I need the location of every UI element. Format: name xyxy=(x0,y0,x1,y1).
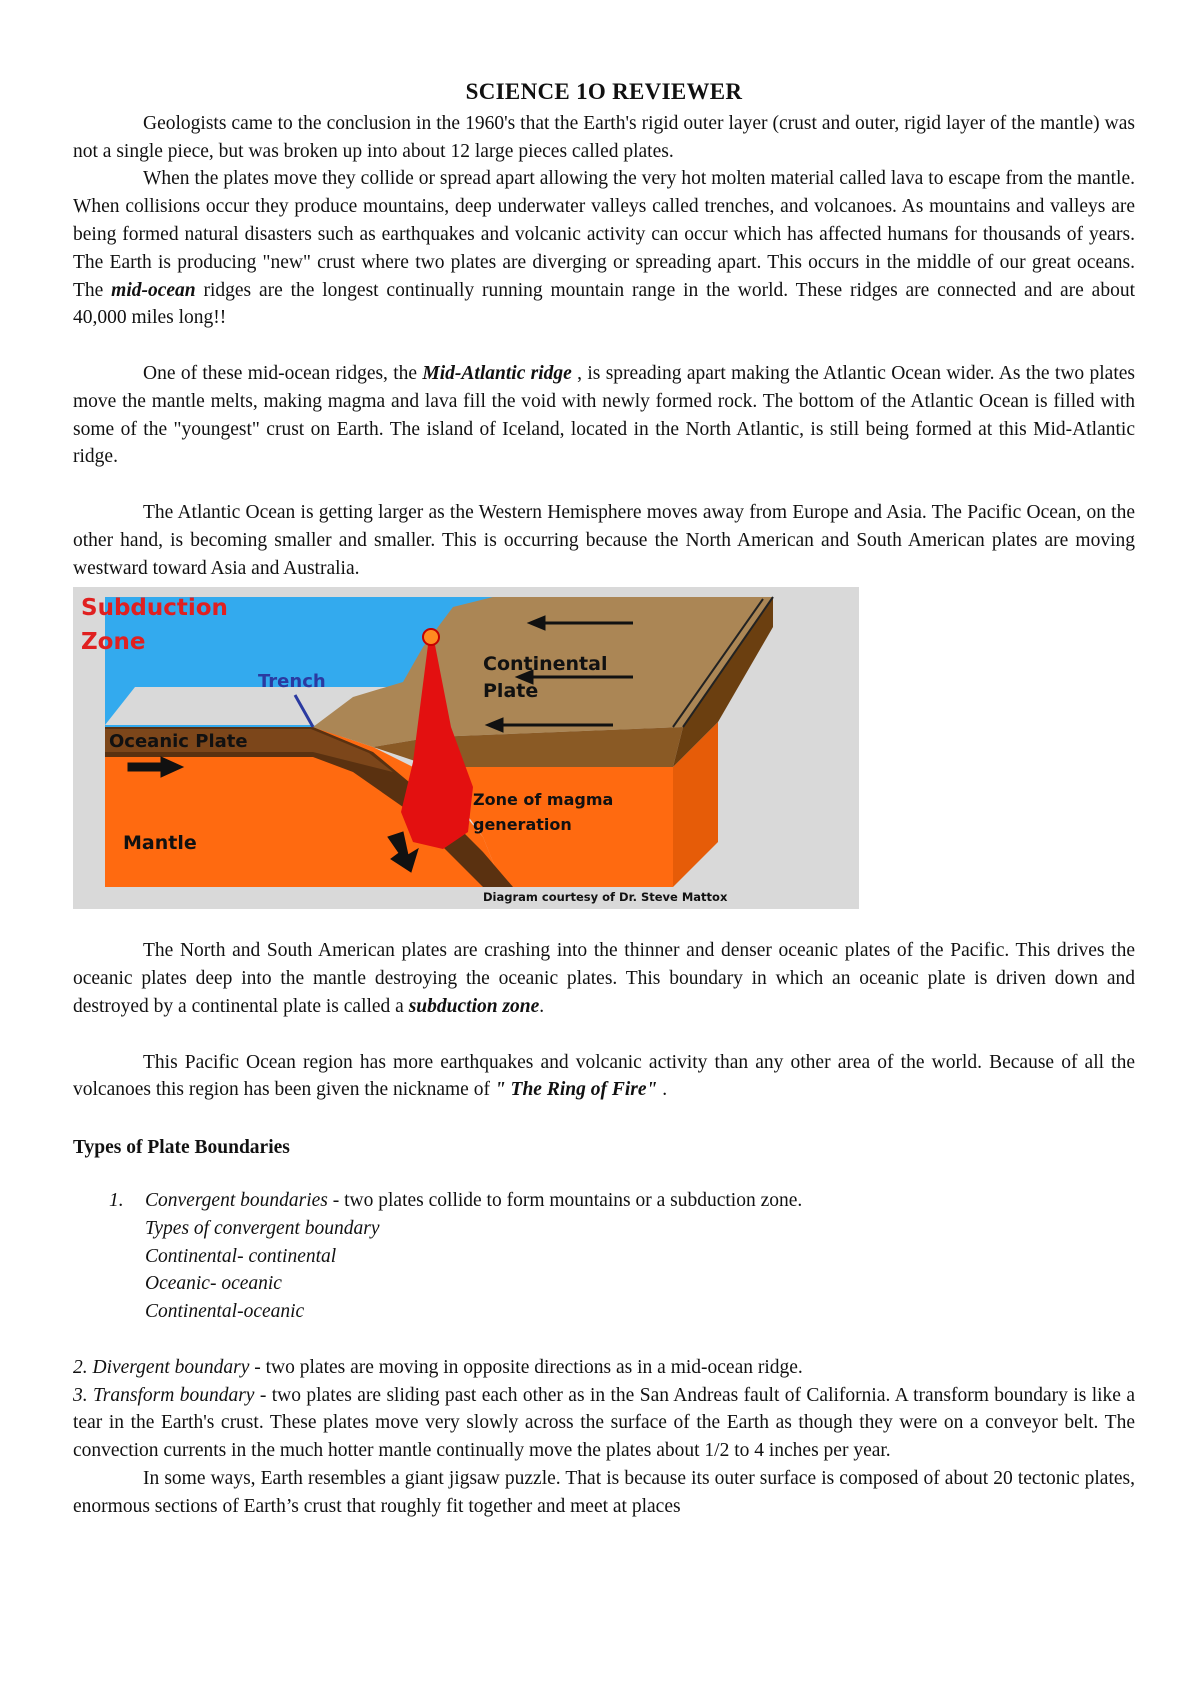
label-trench: Trench xyxy=(258,671,326,693)
diagram-credit: Diagram courtesy of Dr. Steve Mattox xyxy=(483,890,728,905)
paragraph-ring-of-fire xyxy=(73,1049,1135,1105)
term-mid-ocean: mid-ocean xyxy=(111,279,196,301)
term-transform: 3. Transform boundary xyxy=(73,1384,255,1406)
list-item-divergent xyxy=(73,1354,1135,1382)
label-magma-zone-line1: Zone of magma xyxy=(473,790,614,810)
volcano-eruption xyxy=(423,629,439,645)
label-oceanic-plate: Oceanic Plate xyxy=(109,731,248,753)
term-convergent: Convergent boundaries xyxy=(145,1189,328,1211)
paragraph-text: This Pacific Ocean region has more earthquakes and volcanic activity than any other area of the world. Because of all the volcanoes this region has been given the nickname of xyxy=(73,1051,1135,1101)
label-mantle: Mantle xyxy=(123,832,197,855)
paragraph-jigsaw-puzzle: In some ways, Earth resembles a giant jigsaw puzzle. That is because its outer surface is composed of about 20 tectonic plates, enormous sections of Earth’s crust that roughly fit together and meet at places xyxy=(73,1467,1135,1517)
diagram-title-line1: Subduction xyxy=(81,595,228,622)
convergent-type-item: Oceanic- oceanic xyxy=(145,1273,282,1295)
term-subduction-zone: subduction zone xyxy=(408,995,540,1017)
paragraph-text: When the plates move they collide or spread apart allowing the very hot molten material called lava to escape from the mantle. When collisions occur they produce mountains, deep underwater valleys called trenches, and volcanoes. As mountains and valleys are being formed natural disasters such as earthquakes and volcanic activity can occur which has affected humans for thousands of years. The Earth is producing "new" crust where two plates are diverging or spreading apart. This occurs in the middle of our great oceans. The xyxy=(73,168,1135,301)
paragraph-text: The North and South American plates are crashing into the thinner and denser oceanic plates of the Pacific. This drives the oceanic plates deep into the mantle destroying the oceanic plates. This boundary in which an oceanic plate is driven down and destroyed by a continental plate is called a xyxy=(73,940,1135,1017)
label-magma-zone-line2: generation xyxy=(473,815,572,835)
convergent-type-heading: Types of convergent boundary xyxy=(145,1217,380,1239)
term-ring-of-fire: " The Ring of Fire" xyxy=(494,1079,658,1101)
paragraph-text: . xyxy=(539,995,545,1017)
convergent-type-item: Continental- continental xyxy=(145,1245,337,1267)
term-divergent: 2. Divergent boundary xyxy=(73,1356,250,1378)
page-title: SCIENCE 1O REVIEWER xyxy=(465,79,743,104)
label-continental-plate-line1: Continental xyxy=(483,653,608,676)
paragraph-plate-movement xyxy=(73,165,1135,332)
list-item-convergent xyxy=(109,1187,1135,1215)
paragraph-text: ridges are the longest continually running mountain range in the world. These ridges are connected and are about 40,000 miles long!! xyxy=(73,279,1135,329)
diagram-title-line2: Zone xyxy=(81,629,146,656)
list-item-text: - two plates are sliding past each other as in the San Andreas fault of California. A transform boundary is like a tear in the Earth's crust. These plates move very slowly across the surface of the Earth as though they were on a conveyor belt. The convection currents in the much hotter mantle continually move the plates about 1/2 to 4 inches per year. xyxy=(73,1384,1136,1462)
paragraph-atlantic-growth: The Atlantic Ocean is getting larger as the Western Hemisphere moves away from Europe and Asia. The Pacific Ocean, on the other hand, is becoming smaller and smaller. This is occurring because the North American and South American plates are moving westward toward Asia and Australia. xyxy=(73,501,1135,579)
paragraph-subduction xyxy=(73,937,1135,1020)
plate-boundary-list xyxy=(73,1187,1135,1326)
list-item-transform xyxy=(73,1382,1135,1465)
paragraph-text: , is spreading apart making the Atlantic Ocean wider. As the two plates move the mantle melts, making magma and lava fill the void with newly formed rock. The bottom of the Atlantic Ocean is filled with some of the "youngest" crust on Earth. The island of Iceland, located in the North Atlantic, is still being formed at this Mid-Atlantic ridge. xyxy=(73,362,1135,468)
list-number: 1. xyxy=(109,1189,124,1211)
paragraph-text: . xyxy=(657,1079,668,1101)
convergent-type-item: Continental-oceanic xyxy=(145,1301,305,1323)
label-continental-plate-line2: Plate xyxy=(483,680,539,703)
list-item-text: - two plates collide to form mountains or a subduction zone. xyxy=(327,1189,803,1211)
section-heading-plate-boundaries: Types of Plate Boundaries xyxy=(73,1137,290,1159)
paragraph-plates-intro: Geologists came to the conclusion in the 1960's that the Earth's rigid outer layer (crust and outer, rigid layer of the mantle) was not a single piece, but was broken up into about 12 large pieces called plates. xyxy=(73,112,1135,162)
subduction-zone-diagram xyxy=(73,587,859,909)
paragraph-text: One of these mid-ocean ridges, the xyxy=(143,362,423,384)
list-item-text: - two plates are moving in opposite directions as in a mid-ocean ridge. xyxy=(249,1356,803,1378)
paragraph-mid-atlantic xyxy=(73,360,1135,471)
document-page xyxy=(73,78,1135,1520)
term-mid-atlantic-ridge: Mid-Atlantic ridge xyxy=(422,362,572,384)
